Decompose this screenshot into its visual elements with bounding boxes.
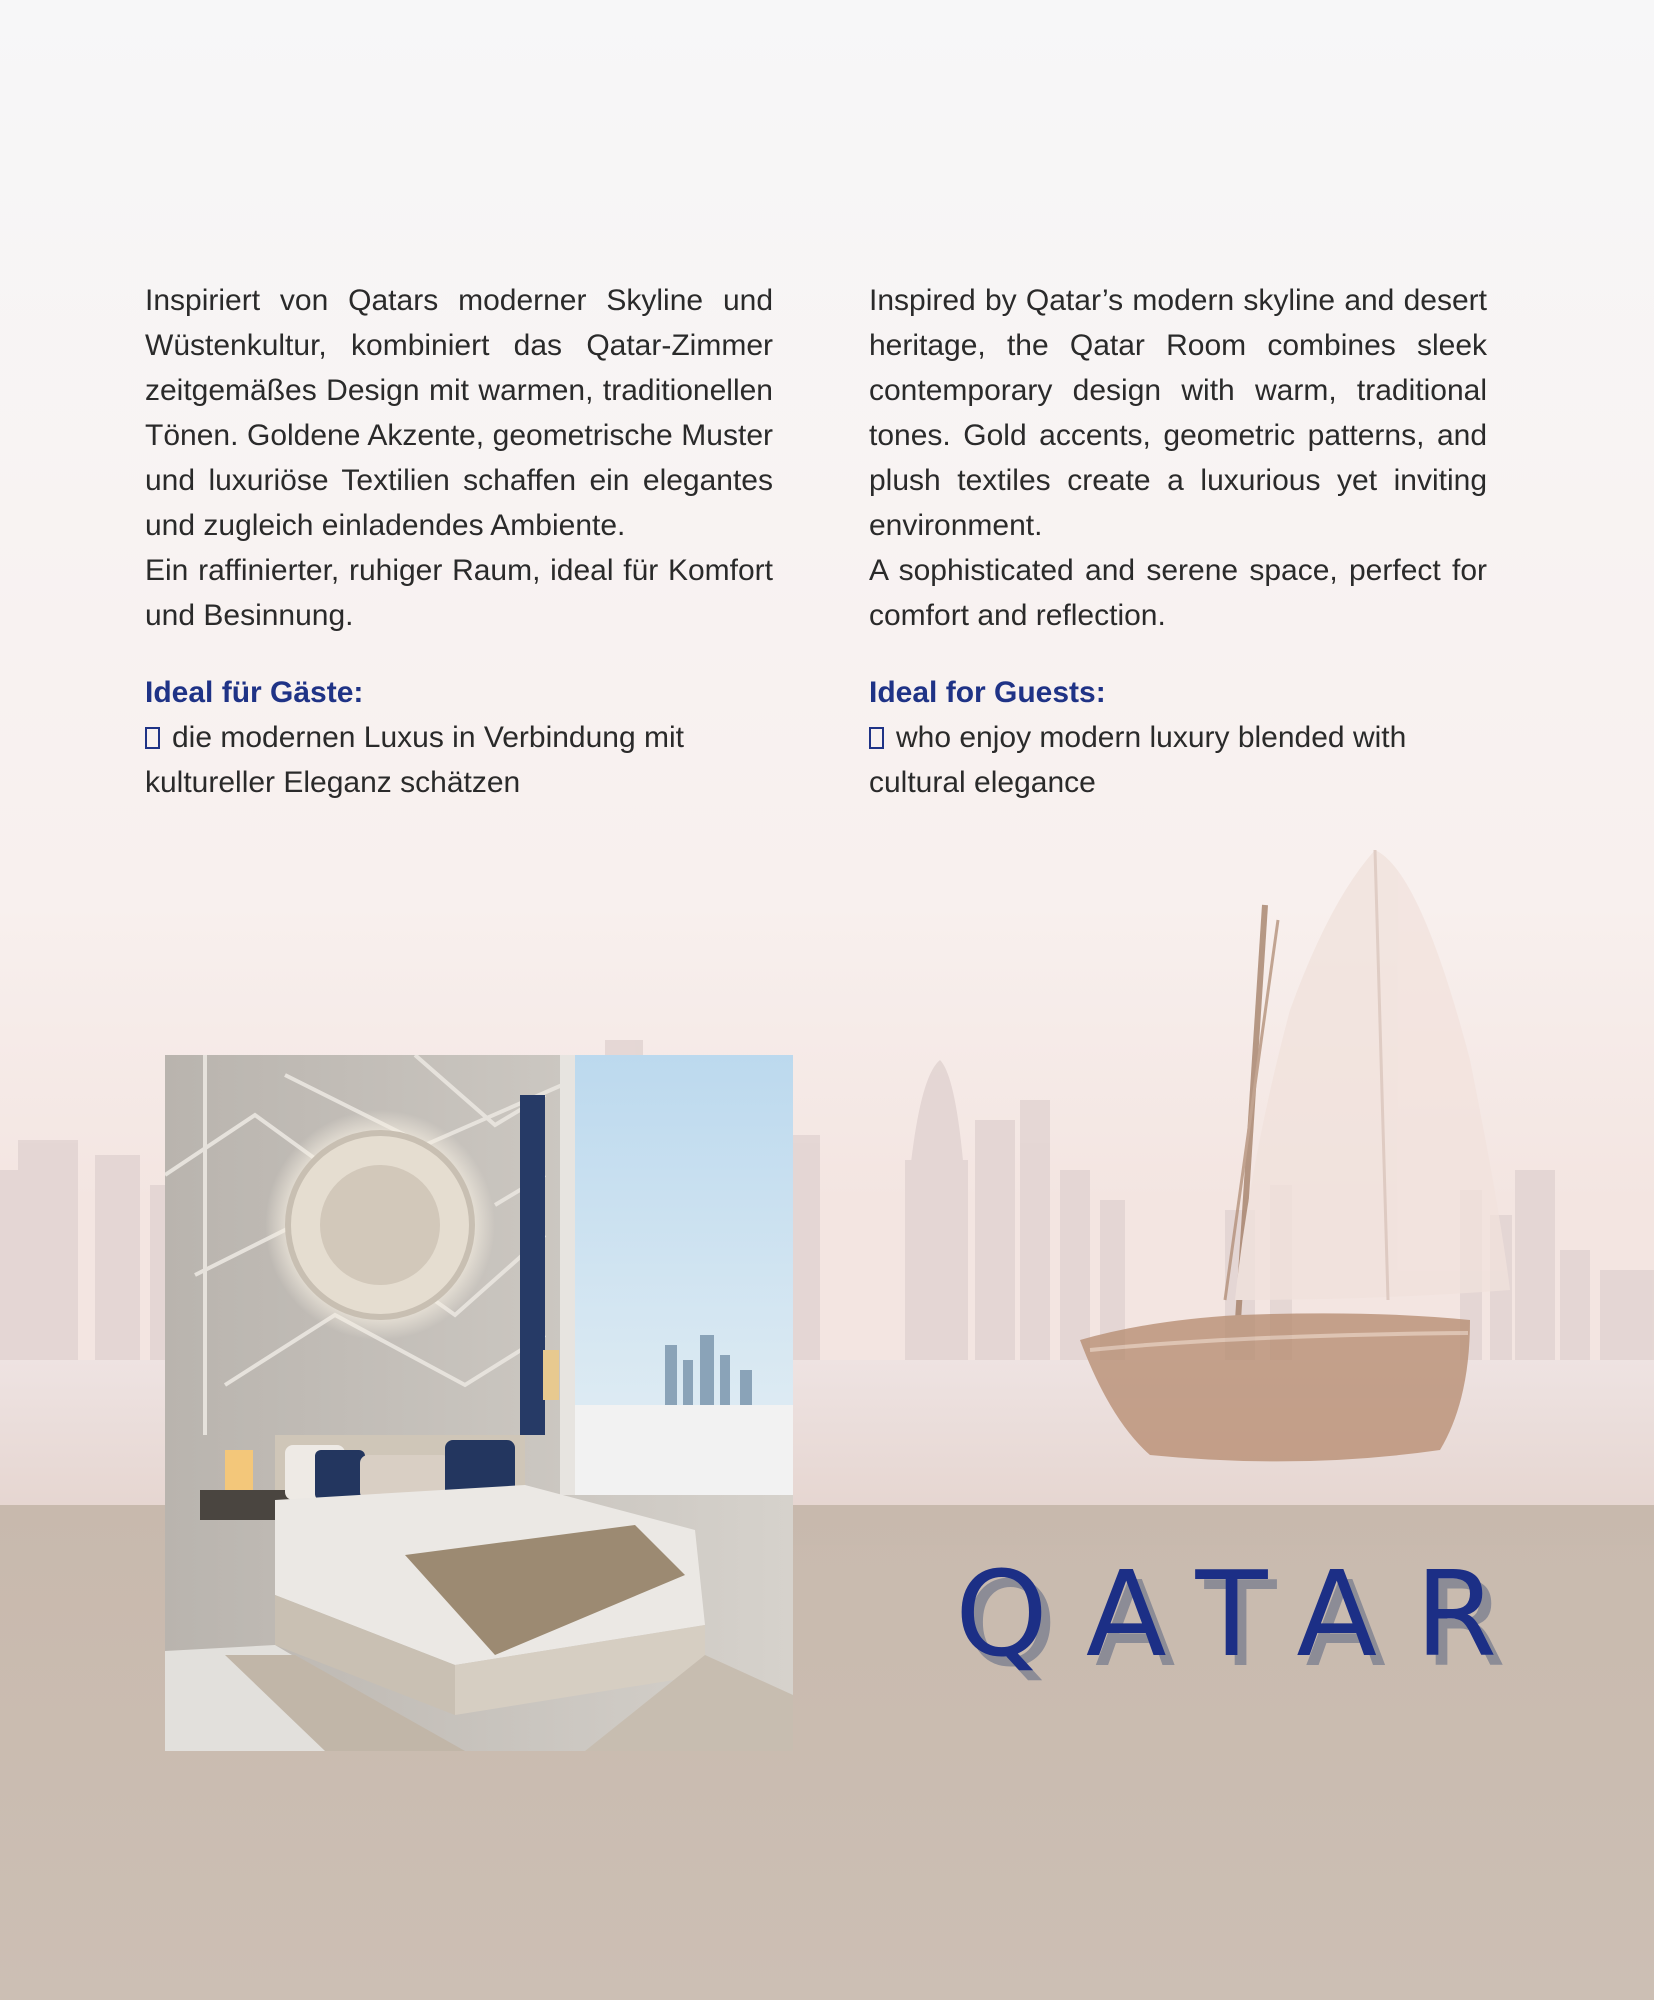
room-photo <box>165 1055 793 1751</box>
german-ideal-item <box>145 715 773 805</box>
german-paragraph-2: Ein raffinierter, ruhiger Raum, ideal für Komfort und Besinnung. <box>145 554 773 632</box>
english-text-column <box>869 278 1487 805</box>
english-ideal-text: who enjoy modern luxury blended with cultural elegance <box>869 721 1407 799</box>
english-paragraph-2: A sophisticated and serene space, perfect for comfort and reflection. <box>869 554 1487 632</box>
german-ideal-text: die modernen Luxus in Verbindung mit kultureller Eleganz schätzen <box>145 721 684 799</box>
german-ideal-heading: Ideal für Gäste: <box>145 676 364 709</box>
german-text-column <box>145 278 773 805</box>
german-paragraph-1: Inspiriert von Qatars moderner Skyline und Wüstenkultur, kombiniert das Qatar-Zimmer zeitgemäßes Design mit warmen, traditionellen Tönen. Goldene Akzente, geometrische Muster und luxuriöse Textilien schaffen ein elegantes und zugleich einladendes Ambiente. <box>145 284 773 542</box>
english-paragraph-1: Inspired by Qatar’s modern skyline and desert heritage, the Qatar Room combines sleek contemporary design with warm, traditional tones. Gold accents, geometric patterns, and plush textiles create a luxurious yet inviting environment. <box>869 284 1487 542</box>
english-ideal-heading: Ideal for Guests: <box>869 676 1106 709</box>
checkbox-icon <box>145 727 160 749</box>
english-ideal-item <box>869 715 1487 805</box>
checkbox-icon <box>869 727 884 749</box>
qatar-title: QATAR <box>955 1545 1536 1683</box>
